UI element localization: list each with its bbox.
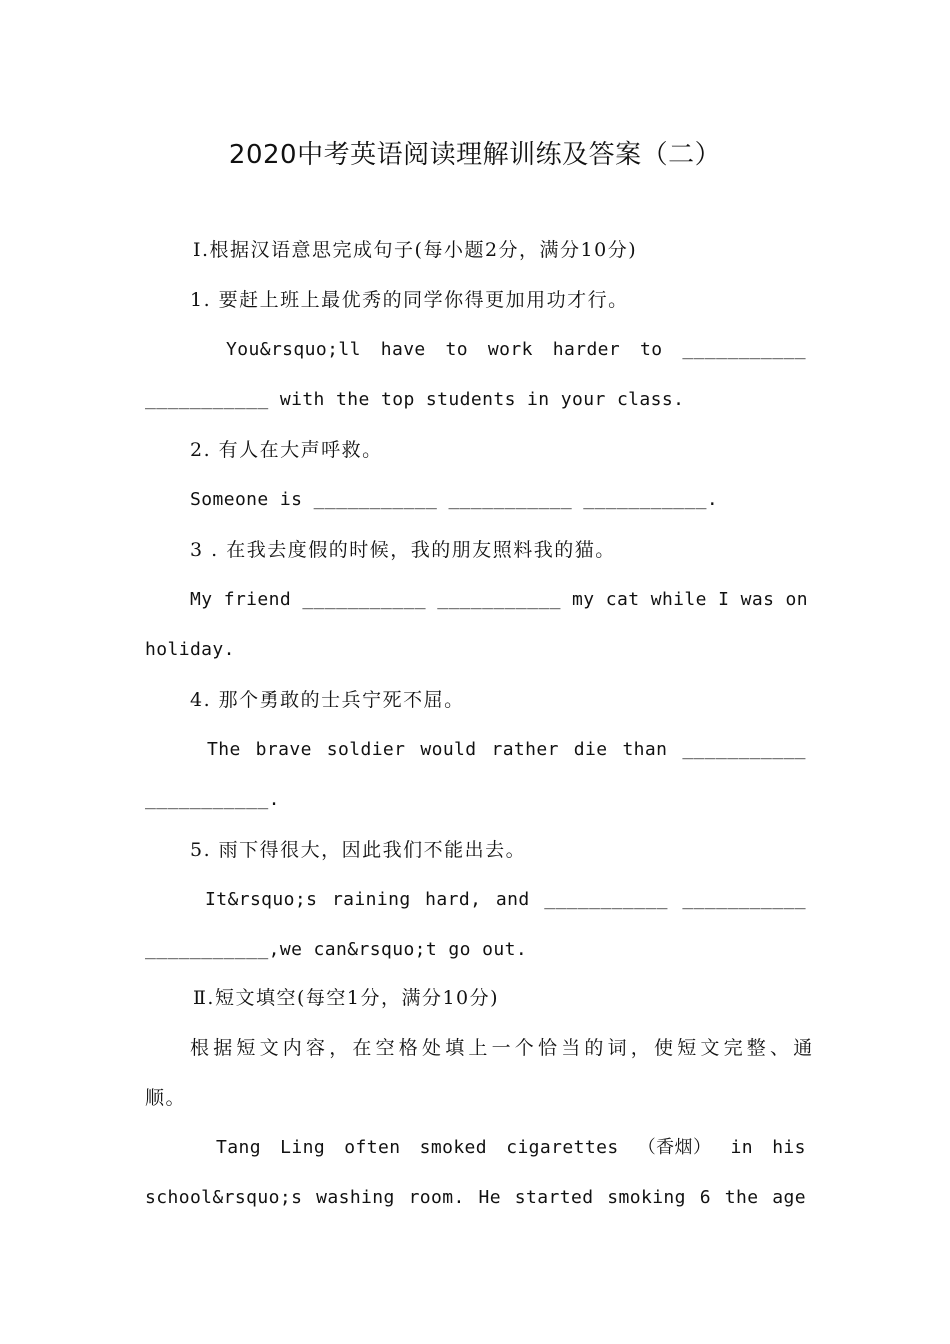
word: often bbox=[344, 1137, 401, 1158]
word: Tang bbox=[216, 1137, 261, 1158]
word: brave bbox=[255, 739, 312, 760]
answer-blank: ___________ bbox=[682, 339, 806, 360]
word: work bbox=[487, 339, 533, 360]
word: and bbox=[495, 889, 530, 910]
word: You&rsquo;ll bbox=[226, 339, 361, 360]
item4-chinese: 4. 那个勇敢的士兵宁死不屈。 bbox=[190, 689, 465, 711]
word: raining bbox=[331, 889, 411, 910]
word: room. bbox=[408, 1187, 465, 1208]
word: die bbox=[573, 739, 608, 760]
item1-english-line1 bbox=[226, 338, 806, 362]
item5-chinese: 5. 雨下得很大，因此我们不能出去。 bbox=[190, 839, 527, 861]
item1-chinese: 1. 要赶上班上最优秀的同学你得更加用功才行。 bbox=[190, 289, 629, 311]
item5-english-line2: ___________,we can&rsquo;t go out. bbox=[145, 939, 528, 960]
section2-instruction-line1: 根据短文内容，在空格处填上一个恰当的词，使短文完整、通 bbox=[190, 1037, 817, 1059]
passage-line2 bbox=[145, 1186, 806, 1210]
word: smoking bbox=[607, 1187, 686, 1208]
word: have bbox=[380, 339, 426, 360]
word: school&rsquo;s bbox=[145, 1187, 303, 1208]
word: The bbox=[207, 739, 241, 760]
word: harder bbox=[552, 339, 621, 360]
word: It&rsquo;s bbox=[205, 889, 318, 910]
word: to bbox=[640, 339, 663, 360]
item3-english-line1: My friend ___________ ___________ my cat while I was on bbox=[190, 589, 809, 610]
word: soldier bbox=[326, 739, 406, 760]
item3-chinese: 3 . 在我去度假的时候，我的朋友照料我的猫。 bbox=[190, 539, 616, 561]
item3-english-line2: holiday. bbox=[145, 639, 235, 660]
word: hard, bbox=[425, 889, 482, 910]
page-title: 2020中考英语阅读理解训练及答案（二） bbox=[228, 140, 722, 170]
word: to bbox=[445, 339, 469, 360]
word: age bbox=[772, 1187, 806, 1208]
word: Ling bbox=[280, 1137, 326, 1158]
item5-english-line1 bbox=[205, 888, 806, 912]
word: the bbox=[724, 1187, 759, 1208]
answer-blank: ___________ bbox=[544, 889, 668, 910]
word: He bbox=[478, 1187, 502, 1208]
item1-english-line2: ___________ with the top students in your class. bbox=[145, 389, 685, 410]
answer-blank: ___________ bbox=[682, 889, 806, 910]
word: （香烟） bbox=[637, 1137, 712, 1158]
item4-english-line2: ___________. bbox=[145, 789, 280, 810]
section1-heading: Ⅰ.根据汉语意思完成句子(每小题2分，满分10分) bbox=[193, 239, 638, 261]
item4-english-line1 bbox=[207, 738, 806, 762]
word: washing bbox=[316, 1187, 395, 1208]
word: rather bbox=[491, 739, 559, 760]
word: in bbox=[730, 1137, 754, 1158]
passage-line1 bbox=[216, 1136, 806, 1160]
answer-blank: ___________ bbox=[682, 739, 806, 760]
word: started bbox=[514, 1187, 594, 1208]
item2-english-line1: Someone is ___________ ___________ ___________. bbox=[190, 489, 719, 510]
word: cigarettes bbox=[506, 1137, 619, 1158]
section2-instruction-line2: 顺。 bbox=[145, 1087, 187, 1109]
word: his bbox=[772, 1137, 806, 1158]
section2-heading: Ⅱ.短文填空(每空1分，满分10分) bbox=[193, 987, 500, 1009]
item2-chinese: 2. 有人在大声呼救。 bbox=[190, 439, 383, 461]
word: would bbox=[420, 739, 477, 760]
blank-number: 6 bbox=[699, 1187, 711, 1208]
word: smoked bbox=[419, 1137, 488, 1158]
word: than bbox=[622, 739, 668, 760]
